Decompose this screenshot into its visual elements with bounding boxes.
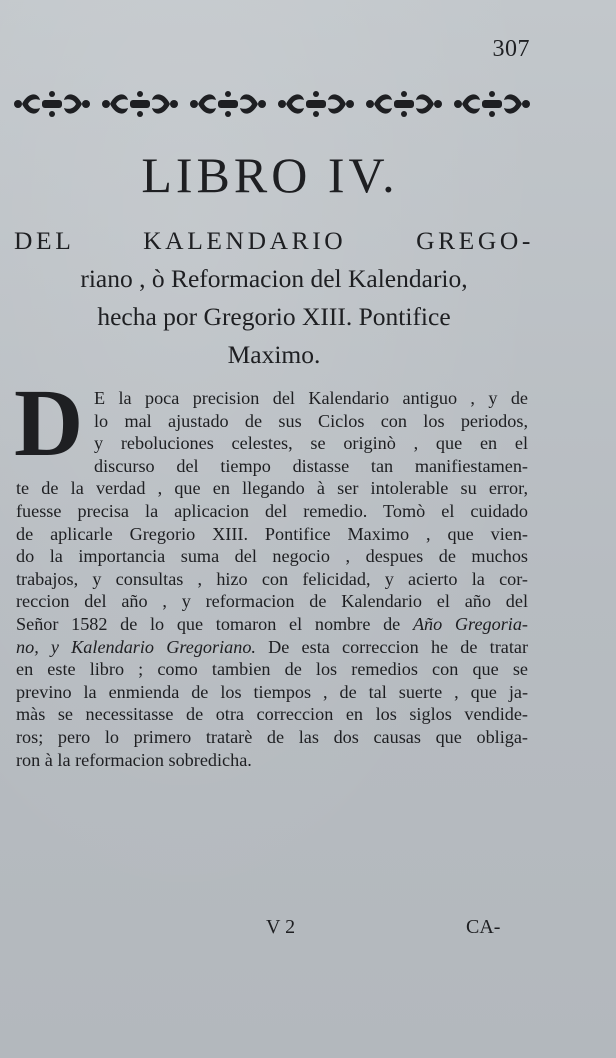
fleuron-ornament-icon xyxy=(188,88,268,120)
text-line: fuesse precisa la aplicacion del remedio. Tomò el cuidado xyxy=(16,500,528,521)
ornament-band xyxy=(12,86,532,122)
fleuron-ornament-icon xyxy=(12,88,92,120)
text-segment: De esta correccion he de tratar xyxy=(255,636,529,657)
chapter-title: LIBRO IV. xyxy=(141,147,399,203)
subtitle-line: hecha por Gregorio XIII. Pontifice xyxy=(97,302,451,331)
text-line: ron à la reformacion sobredicha. xyxy=(16,749,252,770)
body-paragraph xyxy=(16,387,528,771)
text-line: discurso del tiempo distasse tan manifiestamen- xyxy=(94,455,528,476)
text-line: en este libro ; como tambien de los remedios con que se xyxy=(16,659,528,680)
italic-segment: no, y Kalendario Gregoriano. xyxy=(16,636,256,657)
text-line: te de la verdad , que en llegando à ser intolerable su error, xyxy=(16,478,528,499)
page-number: 307 xyxy=(492,36,530,62)
text-line xyxy=(16,613,528,636)
fleuron-ornament-icon xyxy=(100,88,180,120)
fleuron-ornament-icon xyxy=(452,88,532,120)
text-line: ros; pero lo primero tratarè de las dos causas que obliga- xyxy=(16,726,528,747)
text-line: màs se necessitasse de otra correccion en los siglos vendide- xyxy=(16,704,528,725)
subtitle-line: Maximo. xyxy=(227,340,321,369)
text-line: y reboluciones celestes, se originò , que en el xyxy=(94,433,528,454)
text-line: trabajos, y consultas , hizo con felicidad, y acierto la cor- xyxy=(16,568,528,589)
text-line xyxy=(16,636,528,659)
text-line: previno la enmienda de los tiempos , de tal suerte , que ja- xyxy=(16,681,528,702)
subtitle-line: riano , ò Reformacion del Kalendario, xyxy=(80,264,468,293)
drop-cap: D xyxy=(14,369,84,476)
text-line: E la poca precision del Kalendario antiguo , y de xyxy=(94,388,528,408)
text-line: lo mal ajustado de sus Ciclos con los periodos, xyxy=(94,410,528,431)
text-line: do la importancia suma del negocio , despues de muchos xyxy=(16,546,528,567)
subtitle-line: DEL KALENDARIO GREGO- xyxy=(14,226,534,255)
italic-segment: Año Gregoria- xyxy=(412,613,528,634)
text-segment: Señor 1582 de lo que tomaron el nombre de xyxy=(16,613,413,634)
text-line: reccion del año , y reformacion de Kalendario el año del xyxy=(16,591,528,612)
fleuron-ornament-icon xyxy=(364,88,444,120)
text-line: de aplicarle Gregorio XIII. Pontifice Maximo , que vien- xyxy=(16,523,528,544)
fleuron-ornament-icon xyxy=(276,88,356,120)
chapter-subtitle xyxy=(14,222,534,374)
catchword: CA- xyxy=(466,916,501,938)
signature-mark: V 2 xyxy=(266,916,296,938)
